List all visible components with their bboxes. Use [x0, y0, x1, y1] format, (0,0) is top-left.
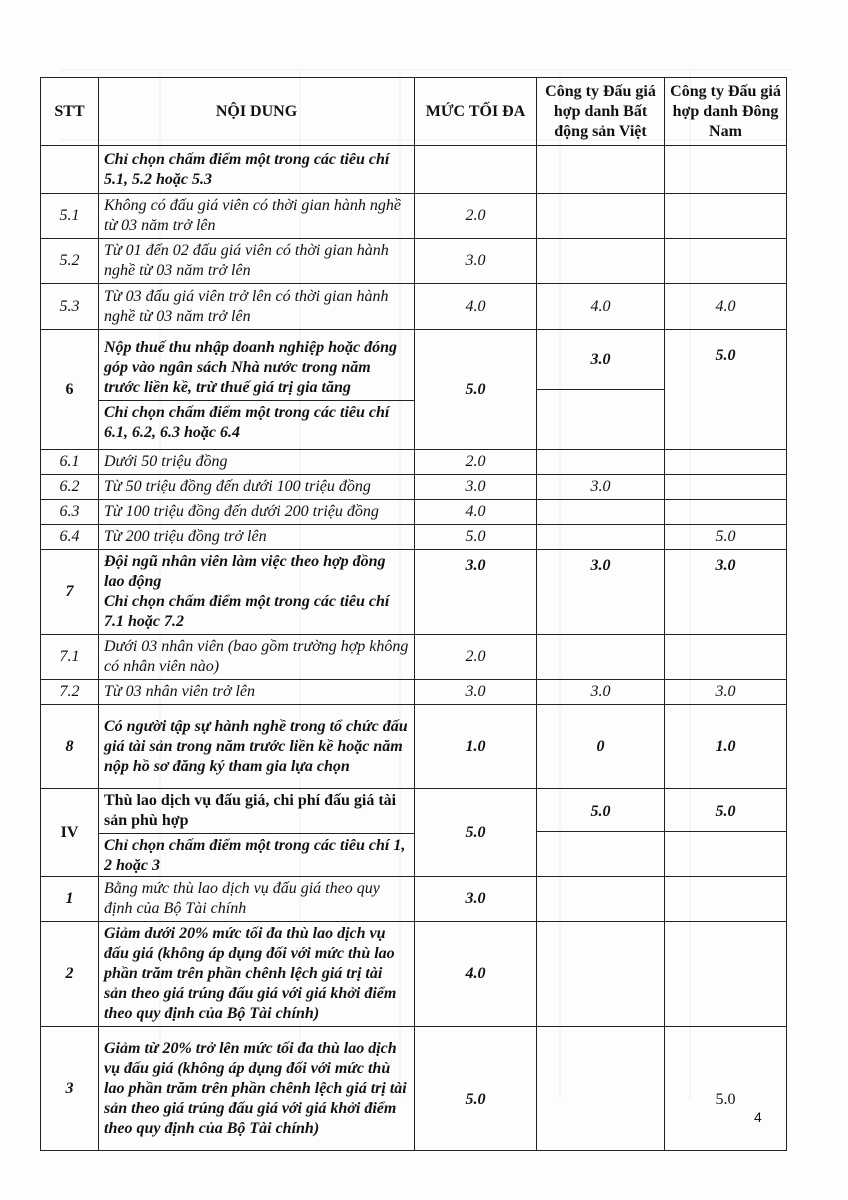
row-stt: 6.1	[41, 450, 99, 475]
max-score: 4.0	[415, 284, 537, 330]
table-row	[41, 1027, 787, 1151]
row-stt: 6	[41, 330, 99, 450]
score-company-1: 3.0	[537, 331, 664, 390]
row-content: Từ 50 triệu đồng đến dưới 100 triệu đồng	[99, 475, 415, 500]
table-header-row	[41, 78, 787, 146]
max-score: 5.0	[415, 789, 537, 877]
header-noi-dung: NỘI DUNG	[99, 78, 415, 146]
score-company-2: 5.0	[665, 525, 787, 550]
row-content: Nộp thuế thu nhập doanh nghiệp hoặc đóng góp vào ngân sách Nhà nước trong năm trước liền kề, trừ thuế giá trị gia tăng	[104, 339, 397, 396]
row-content: Bằng mức thù lao dịch vụ đấu giá theo quy định của Bộ Tài chính	[99, 877, 415, 922]
row-stt: 3	[41, 1027, 99, 1151]
max-score: 2.0	[415, 635, 537, 680]
row-stt: 6.4	[41, 525, 99, 550]
row-stt: 7.1	[41, 635, 99, 680]
table-row	[41, 877, 787, 922]
score-company-2: 5.0	[665, 330, 787, 450]
table-row	[41, 475, 787, 500]
row-content: Từ 01 đến 02 đấu giá viên có thời gian hành nghề từ 03 năm trở lên	[99, 239, 415, 284]
row-content: Không có đấu giá viên có thời gian hành nghề từ 03 năm trở lên	[99, 194, 415, 239]
row-content: Từ 200 triệu đồng trở lên	[99, 525, 415, 550]
max-score: 3.0	[415, 680, 537, 705]
row-content: Từ 03 đấu giá viên trở lên có thời gian hành nghề từ 03 năm trở lên	[99, 284, 415, 330]
table-row	[41, 705, 787, 789]
table-row	[41, 194, 787, 239]
scoring-table	[40, 77, 787, 1151]
max-score: 4.0	[415, 922, 537, 1027]
page-number: 4	[754, 1109, 762, 1125]
row-content: Dưới 50 triệu đồng	[99, 450, 415, 475]
max-score: 3.0	[415, 475, 537, 500]
score-company-1: 5.0	[537, 793, 664, 832]
table-row	[41, 450, 787, 475]
row-stt: 5.3	[41, 284, 99, 330]
row-stt: 6.2	[41, 475, 99, 500]
header-cong-ty-dong-nam: Công ty Đấu giá hợp danh Đông Nam	[665, 78, 787, 146]
row-content: Thù lao dịch vụ đấu giá, chi phí đấu giá tài sản phù hợp	[104, 792, 397, 829]
row-content: Từ 03 nhân viên trở lên	[99, 680, 415, 705]
max-score: 4.0	[415, 500, 537, 525]
criteria-note: Chỉ chọn chấm điểm một trong các tiêu chí 6.1, 6.2, 6.3 hoặc 6.4	[99, 400, 414, 443]
table-row	[41, 680, 787, 705]
row-stt: IV	[41, 789, 99, 877]
max-score: 3.0	[415, 239, 537, 284]
table-row	[41, 922, 787, 1027]
score-company-2: 3.0	[665, 680, 787, 705]
table-row	[41, 146, 787, 194]
row-content: Có người tập sự hành nghề trong tổ chức đấu giá tài sản trong năm trước liền kề hoặc năm nộp hồ sơ đăng ký tham gia lựa chọn	[99, 705, 415, 789]
row-content: Giảm từ 20% trở lên mức tối đa thù lao dịch vụ đấu giá (không áp dụng đối với mức thù lao phần trăm trên phần chênh lệch giá trị tài sản theo giá trúng đấu giá với giá khởi điểm theo quy định của Bộ Tài chính)	[99, 1027, 415, 1151]
table-row	[41, 789, 787, 877]
score-company-1: 0	[537, 705, 665, 789]
row-stt: 7	[41, 550, 99, 635]
max-score: 2.0	[415, 194, 537, 239]
table-row	[41, 635, 787, 680]
max-score: 5.0	[415, 1027, 537, 1151]
table-row	[41, 500, 787, 525]
table-row	[41, 284, 787, 330]
max-score: 5.0	[415, 525, 537, 550]
row-content: Từ 100 triệu đồng đến dưới 200 triệu đồng	[99, 500, 415, 525]
row-stt: 5.2	[41, 239, 99, 284]
row-stt: 2	[41, 922, 99, 1027]
score-company-2: 1.0	[665, 705, 787, 789]
row-stt: 1	[41, 877, 99, 922]
score-company-1: 4.0	[537, 284, 665, 330]
score-company-1: 3.0	[537, 680, 665, 705]
table-row	[41, 330, 787, 450]
criteria-note: Chỉ chọn chấm điểm một trong các tiêu chí 5.1, 5.2 hoặc 5.3	[99, 146, 415, 194]
row-content: Dưới 03 nhân viên (bao gồm trường hợp không có nhân viên nào)	[99, 635, 415, 680]
max-score: 3.0	[415, 877, 537, 922]
header-cong-ty-bat-dong-san-viet: Công ty Đấu giá hợp danh Bất động sản Việt	[537, 78, 665, 146]
row-content: Giảm dưới 20% mức tối đa thù lao dịch vụ đấu giá (không áp dụng đối với mức thù lao phần trăm trên phần chênh lệch giá trị tài sản theo giá trúng đấu giá với giá khởi điểm theo quy định của Bộ Tài chính)	[99, 922, 415, 1027]
header-muc-toi-da: MỨC TỐI ĐA	[415, 78, 537, 146]
header-stt: STT	[41, 78, 99, 146]
table-row	[41, 525, 787, 550]
score-company-1: 3.0	[537, 550, 665, 635]
score-company-2: 4.0	[665, 284, 787, 330]
table-row	[41, 239, 787, 284]
table-row	[41, 550, 787, 635]
criteria-note: Chỉ chọn chấm điểm một trong các tiêu chí 1, 2 hoặc 3	[99, 833, 414, 876]
score-company-2: 5.0	[665, 1027, 787, 1151]
row-stt: 5.1	[41, 194, 99, 239]
max-score: 1.0	[415, 705, 537, 789]
row-content: Đội ngũ nhân viên làm việc theo hợp đồng lao động	[104, 553, 386, 590]
row-stt: 7.2	[41, 680, 99, 705]
max-score: 2.0	[415, 450, 537, 475]
score-company-2: 5.0	[665, 793, 786, 832]
criteria-note: Chỉ chọn chấm điểm một trong các tiêu chí 7.1 hoặc 7.2	[104, 593, 390, 630]
score-company-2: 3.0	[665, 550, 787, 635]
max-score: 3.0	[415, 550, 537, 635]
max-score: 5.0	[415, 330, 537, 450]
row-stt: 6.3	[41, 500, 99, 525]
score-company-1: 3.0	[537, 475, 665, 500]
row-stt: 8	[41, 705, 99, 789]
